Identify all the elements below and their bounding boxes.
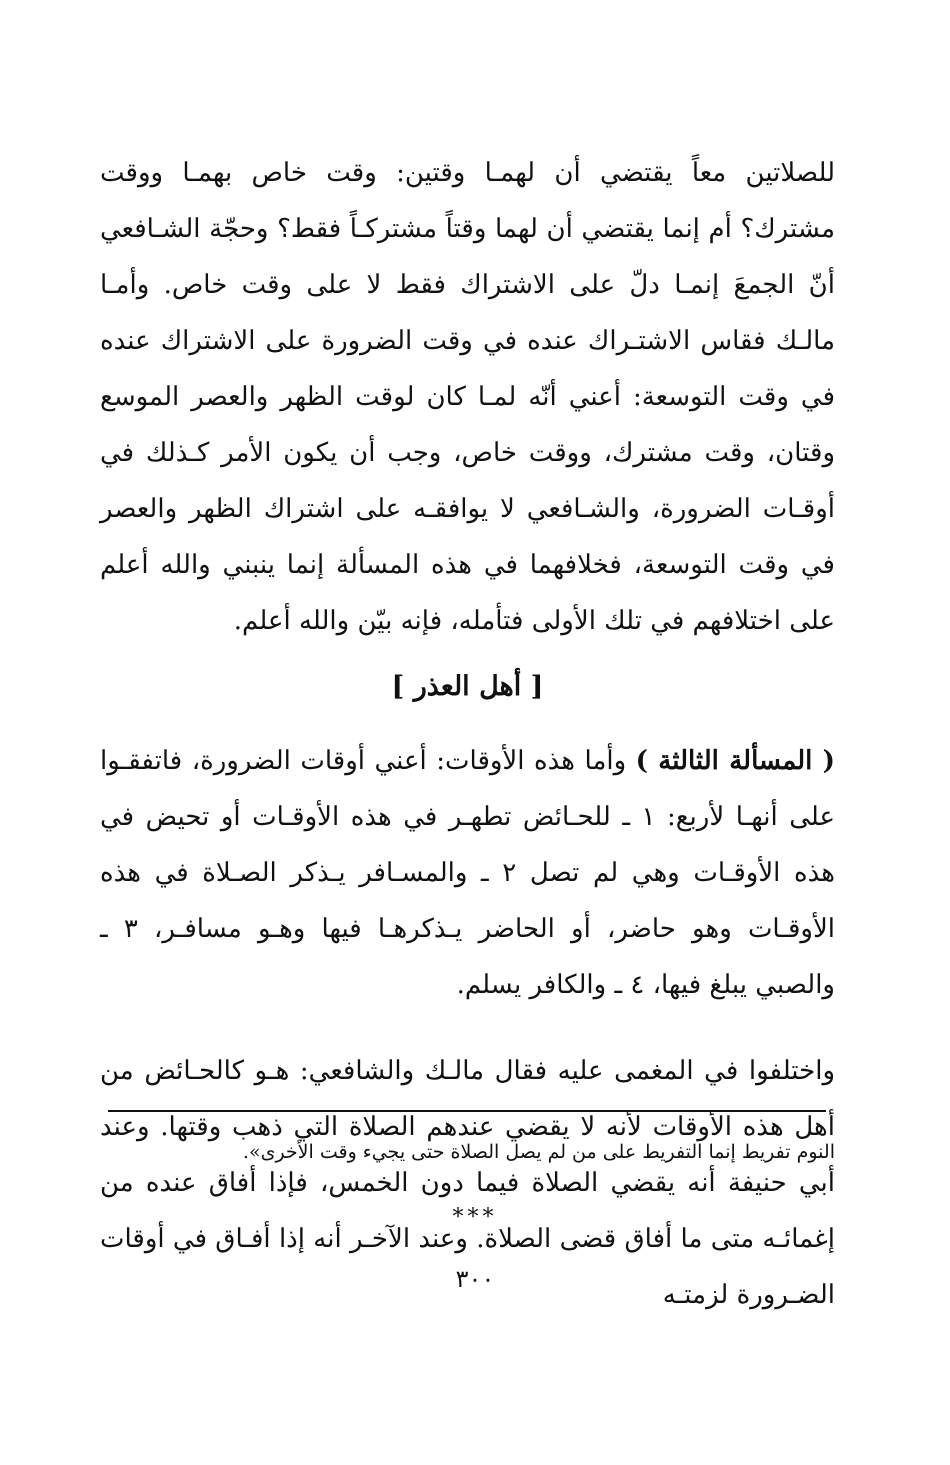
- paragraph-1: للصلاتين معاً يقتضي أن لهمـا وقتين: وقت خاص بهمـا ووقت مشترك؟ أم إنما يقتضي أن لهما وقتاً مشتركـاً فقط؟ وحجّة الشـافعي أنّ الجمعَ إنمـا دلّ على الاشتراك فقط لا على وقت خاص. وأمـا مالـك فقاس الاشتـراك عنده في وقت الضرورة على الاشتراك عنده في وقت التوسعة: أعني أنّه لمـا كان لوقت الظهر والعصر الموسع وقتان، وقت مشترك، ووقت خاص، وجب أن يكون الأمر كـذلك في أوقـات الضرورة، والشـافعي لا يوافقـه على اشتراك الظهر والعصر في وقت التوسعة، فخلافهما في هذه المسألة إنما ينبني والله أعلم على اختلافهم في تلك الأولى فتأمله، فإنه بيّن والله أعلم.: [100, 158, 835, 636]
- page-number: ٣٠٠: [455, 1265, 495, 1293]
- paragraph-3: واختلفوا في المغمى عليه فقال مالـك والشافعي: هـو كالحـائض من أهل هذه الأوقات لأنه لا يقضي عندهم الصلاة التي ذهب وقتها. وعند أبي حنيفة أنه يقضي الصلاة فيما دون الخمس، فإذا أفاق عنده من إغمائـه متى ما أفاق قضى الصلاة. وعند الآخـر أنه إذا أفـاق في أوقات الضـرورة لزمتـه: [100, 1056, 835, 1310]
- paragraph-2-text: وأما هذه الأوقات: أعني أوقات الضرورة، فاتفقـوا على أنهـا لأربع: ١ ـ للحـائض تطهـر في هذه الأوقـات أو تحيض في هذه الأوقـات وهي لم تصل ٢ ـ والمسـافر يـذكر الصـلاة في هذه الأوقـات وهو حاضر، أو الحاضر يـذكرهـا فيها وهـو مسافـر، ٣ ـ والصبي يبلغ فيها، ٤ ـ والكافر يسلم.: [100, 746, 835, 1000]
- issue-title: ( المسألة الثالثة ): [635, 746, 835, 776]
- section-heading: [ أهل العذر ]: [391, 671, 544, 702]
- footnote-divider: [108, 1110, 826, 1112]
- footnote: النوم تفريط إنما التفريط على من لم يصل الصلاة حتى يجيء وقت الأخرى».: [242, 1141, 835, 1163]
- section-end-stars: ***: [452, 1205, 498, 1230]
- paragraph-2: [100, 733, 835, 1013]
- paragraph-gap: [100, 1013, 835, 1043]
